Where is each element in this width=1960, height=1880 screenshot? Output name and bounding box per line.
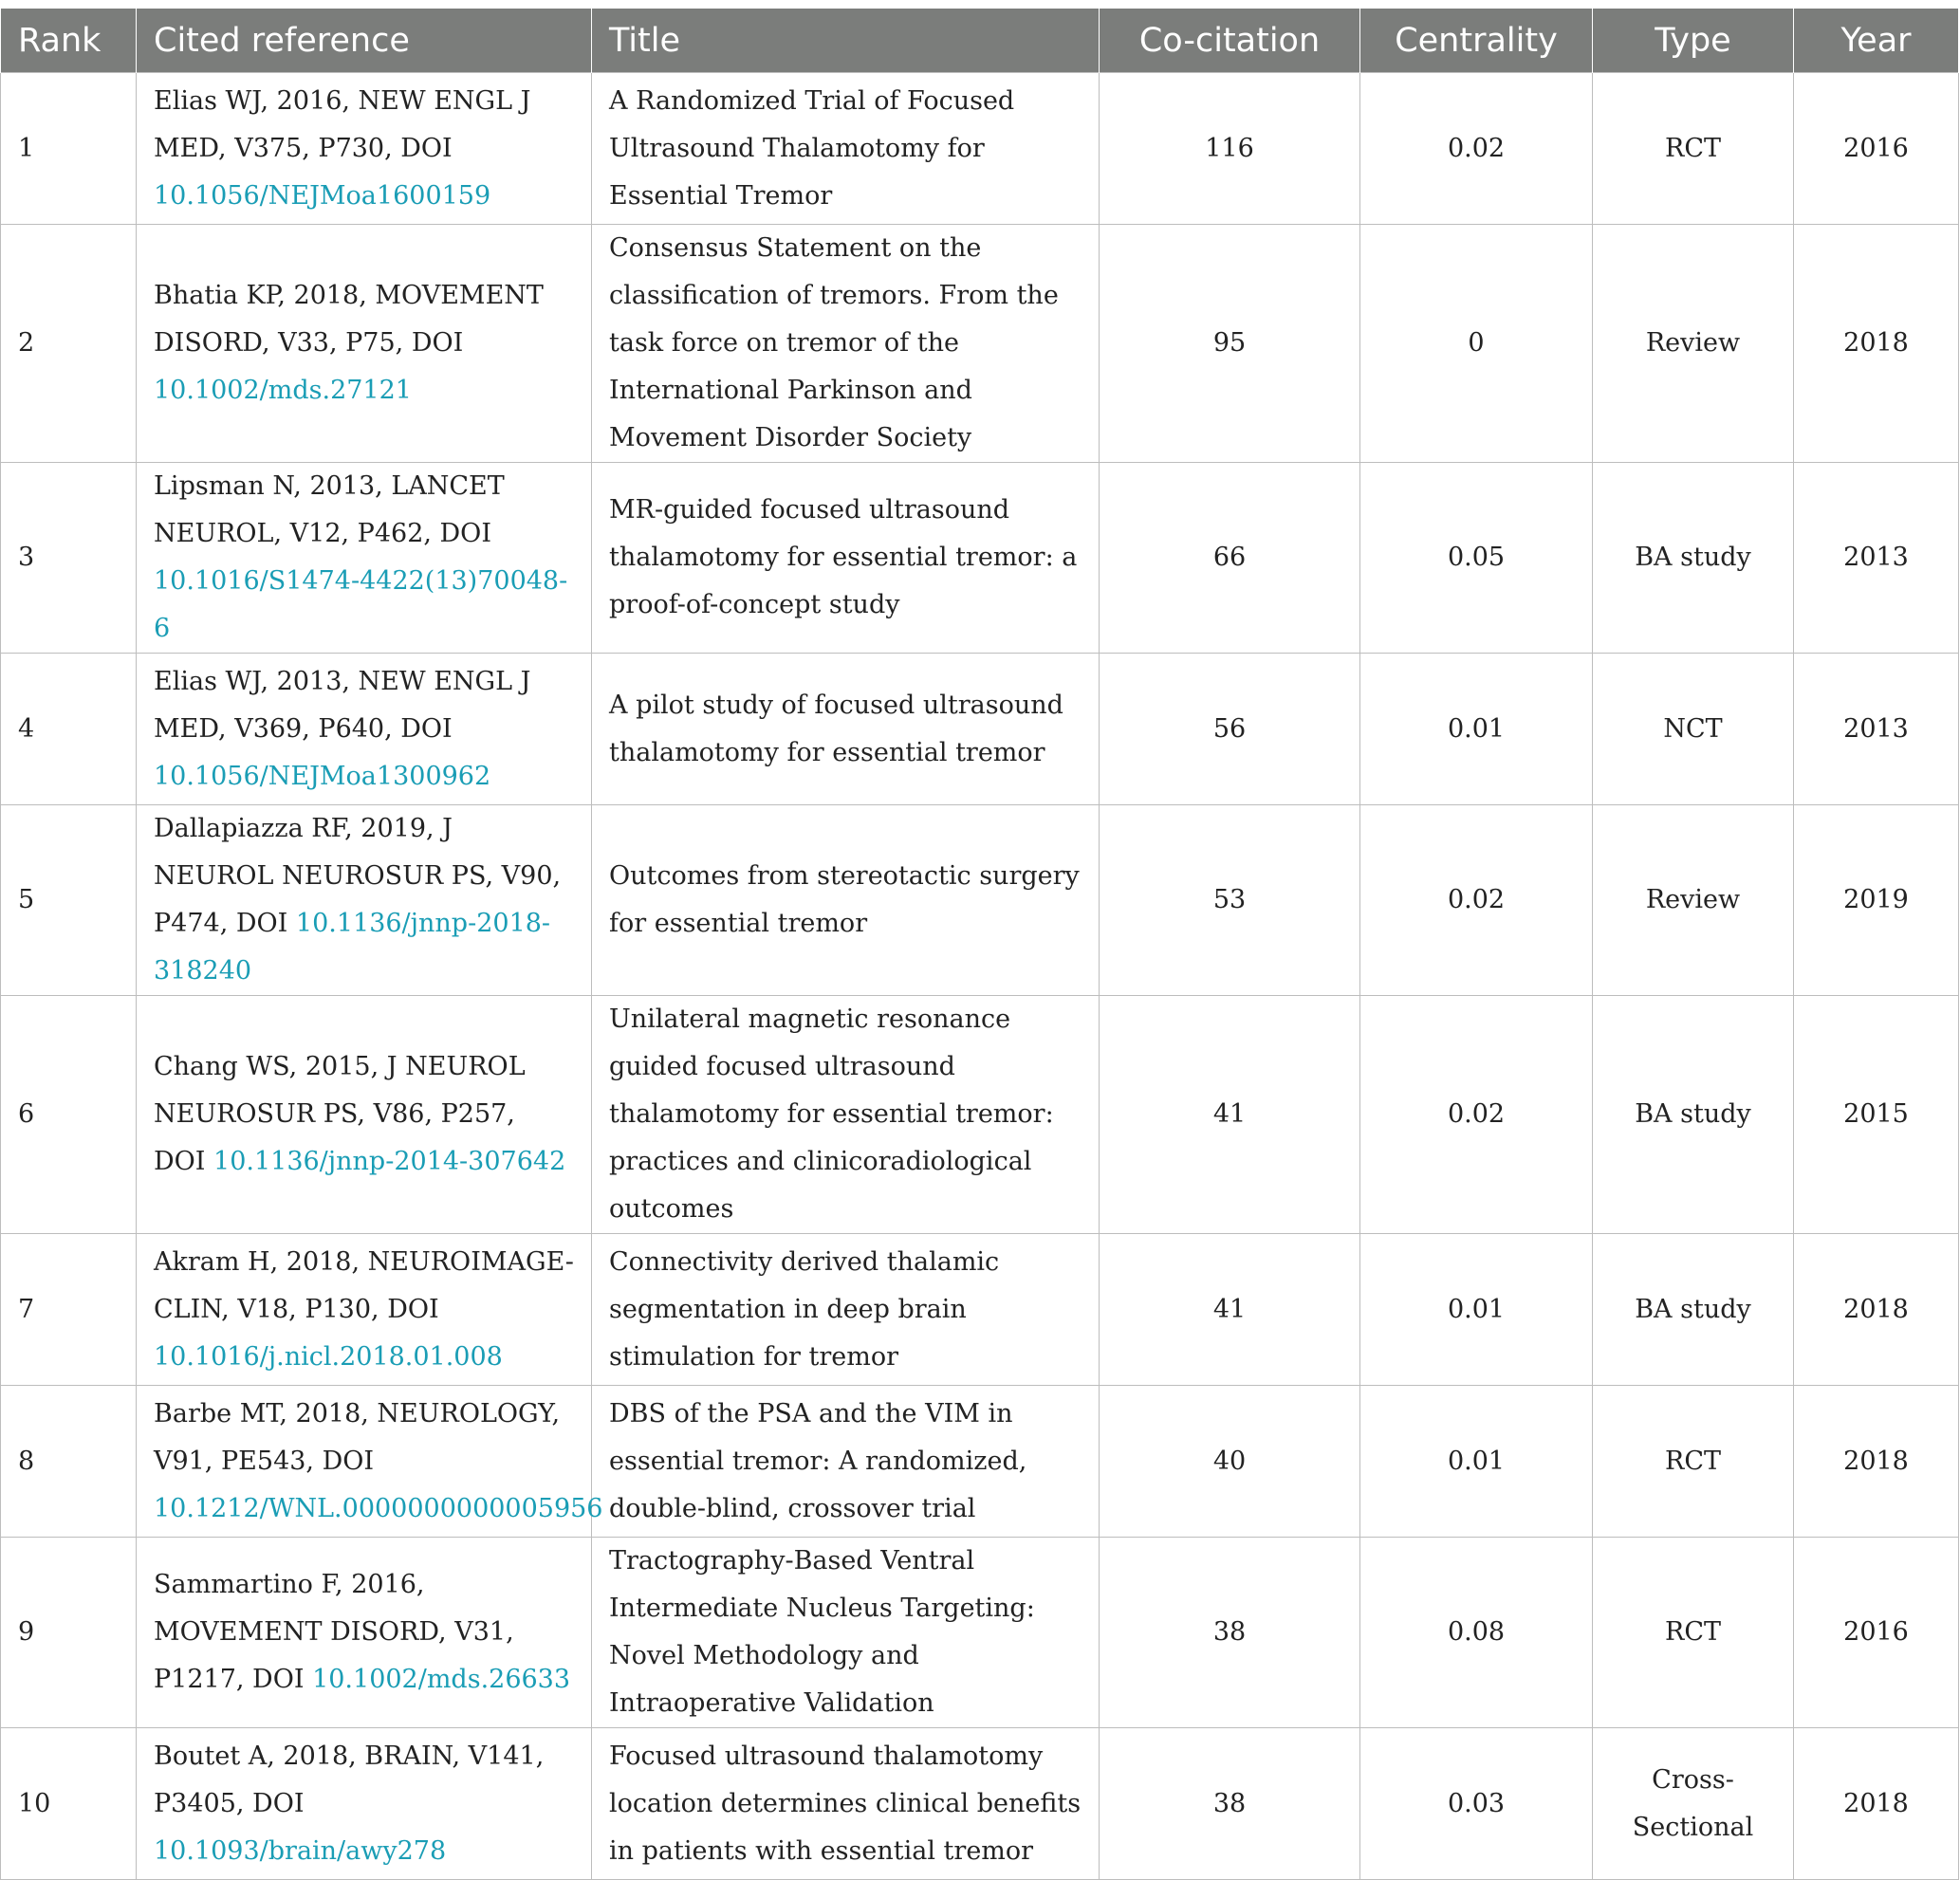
table-row bbox=[1, 73, 1959, 225]
header-year: Year bbox=[1794, 9, 1959, 73]
table-header bbox=[1, 9, 1959, 73]
cell-title: Tractography-Based Ventral Intermediate Nucleus Targeting: Novel Methodology and Intraoperative Validation bbox=[592, 1538, 1100, 1728]
doi-link[interactable]: 10.1212/WNL.0000000000005956 bbox=[154, 1493, 603, 1523]
cited-references-table bbox=[0, 9, 1959, 1880]
cell-cited-reference bbox=[137, 1538, 592, 1728]
reference-text: Elias WJ, 2013, NEW ENGL J MED, V369, P640, DOI bbox=[154, 666, 531, 744]
header-rank: Rank bbox=[1, 9, 137, 73]
reference-text: Barbe MT, 2018, NEUROLOGY, V91, PE543, DOI bbox=[154, 1398, 561, 1476]
cell-rank: 10 bbox=[1, 1728, 137, 1880]
header-cited-reference: Cited reference bbox=[137, 9, 592, 73]
cell-type: NCT bbox=[1593, 654, 1794, 805]
table-row bbox=[1, 1234, 1959, 1386]
cell-rank: 6 bbox=[1, 996, 137, 1234]
cell-year: 2019 bbox=[1794, 805, 1959, 996]
cell-cited-reference bbox=[137, 805, 592, 996]
cell-centrality: 0.03 bbox=[1360, 1728, 1593, 1880]
cell-rank: 3 bbox=[1, 463, 137, 654]
cell-year: 2018 bbox=[1794, 1386, 1959, 1538]
doi-link[interactable]: 10.1136/jnnp-2018-318240 bbox=[154, 909, 551, 986]
cell-type: RCT bbox=[1593, 73, 1794, 225]
cell-title: MR-guided focused ultrasound thalamotomy for essential tremor: a proof-of-concept study bbox=[592, 463, 1100, 654]
cell-title: DBS of the PSA and the VIM in essential tremor: A randomized, double-blind, crossover trial bbox=[592, 1386, 1100, 1538]
cell-title: Consensus Statement on the classification of tremors. From the task force on tremor of the International Parkinson and Movement Disorder Society bbox=[592, 225, 1100, 463]
cell-title: A Randomized Trial of Focused Ultrasound Thalamotomy for Essential Tremor bbox=[592, 73, 1100, 225]
reference-text: Lipsman N, 2013, LANCET NEUROL, V12, P462, DOI bbox=[154, 471, 505, 548]
cell-cited-reference bbox=[137, 654, 592, 805]
cell-type: RCT bbox=[1593, 1538, 1794, 1728]
header-co-citation: Co-citation bbox=[1100, 9, 1360, 73]
doi-link[interactable]: 10.1093/brain/awy278 bbox=[154, 1835, 447, 1866]
cell-cited-reference bbox=[137, 1386, 603, 1538]
doi-link[interactable]: 10.1136/jnnp-2014-307642 bbox=[213, 1147, 566, 1176]
cell-rank: 2 bbox=[1, 225, 137, 463]
table-row bbox=[1, 805, 1959, 996]
cell-co-citation: 56 bbox=[1100, 654, 1360, 805]
cell-cited-reference bbox=[137, 463, 592, 654]
cell-title: Unilateral magnetic resonance guided focused ultrasound thalamotomy for essential tremor: practices and clinicoradiological outcomes bbox=[592, 996, 1100, 1234]
doi-link[interactable]: 10.1002/mds.27121 bbox=[154, 376, 412, 405]
doi-link[interactable]: 10.1016/j.nicl.2018.01.008 bbox=[154, 1341, 503, 1372]
cell-type: Review bbox=[1593, 225, 1794, 463]
cell-centrality: 0.01 bbox=[1360, 1234, 1593, 1386]
cell-rank: 4 bbox=[1, 654, 137, 805]
cell-co-citation: 66 bbox=[1100, 463, 1360, 654]
cell-type: BA study bbox=[1593, 1234, 1794, 1386]
cell-co-citation: 95 bbox=[1100, 225, 1360, 463]
cell-centrality: 0.02 bbox=[1360, 805, 1593, 996]
reference-text: Boutet A, 2018, BRAIN, V141, P3405, DOI bbox=[154, 1741, 545, 1818]
cell-year: 2013 bbox=[1794, 654, 1959, 805]
cell-title: Connectivity derived thalamic segmentation in deep brain stimulation for tremor bbox=[592, 1234, 1100, 1386]
reference-text: Bhatia KP, 2018, MOVEMENT DISORD, V33, P75, DOI bbox=[154, 281, 544, 358]
table-row bbox=[1, 1728, 1959, 1880]
cell-centrality: 0 bbox=[1360, 225, 1593, 463]
cell-type: Review bbox=[1593, 805, 1794, 996]
table-row bbox=[1, 996, 1959, 1234]
cell-title: Outcomes from stereotactic surgery for essential tremor bbox=[592, 805, 1100, 996]
cell-co-citation: 41 bbox=[1100, 996, 1360, 1234]
table-row bbox=[1, 1386, 1959, 1538]
table-row bbox=[1, 1538, 1959, 1728]
cell-centrality: 0.08 bbox=[1360, 1538, 1593, 1728]
doi-link[interactable]: 10.1016/S1474-4422(13)70048-6 bbox=[154, 566, 568, 643]
cell-rank: 1 bbox=[1, 73, 137, 225]
cell-year: 2016 bbox=[1794, 73, 1959, 225]
cell-rank: 7 bbox=[1, 1234, 137, 1386]
reference-text: Elias WJ, 2016, NEW ENGL J MED, V375, P730, DOI bbox=[154, 85, 531, 163]
citation-table-container bbox=[0, 9, 1958, 1880]
cell-year: 2018 bbox=[1794, 1728, 1959, 1880]
cell-co-citation: 53 bbox=[1100, 805, 1360, 996]
cell-co-citation: 41 bbox=[1100, 1234, 1360, 1386]
cell-centrality: 0.05 bbox=[1360, 463, 1593, 654]
cell-title: Focused ultrasound thalamotomy location determines clinical benefits in patients with essential tremor bbox=[592, 1728, 1100, 1880]
header-row bbox=[1, 9, 1959, 73]
table-body bbox=[1, 73, 1959, 1880]
header-centrality: Centrality bbox=[1360, 9, 1593, 73]
cell-cited-reference bbox=[137, 225, 592, 463]
table-row bbox=[1, 463, 1959, 654]
table-row bbox=[1, 654, 1959, 805]
cell-type: BA study bbox=[1593, 463, 1794, 654]
table-row bbox=[1, 225, 1959, 463]
cell-cited-reference bbox=[137, 996, 592, 1234]
doi-link[interactable]: 10.1056/NEJMoa1300962 bbox=[154, 761, 491, 791]
cell-centrality: 0.02 bbox=[1360, 73, 1593, 225]
cell-centrality: 0.02 bbox=[1360, 996, 1593, 1234]
cell-co-citation: 38 bbox=[1100, 1538, 1360, 1728]
cell-co-citation: 38 bbox=[1100, 1728, 1360, 1880]
cell-cited-reference bbox=[137, 1234, 592, 1386]
cell-co-citation: 40 bbox=[1100, 1386, 1360, 1538]
cell-type: BA study bbox=[1593, 996, 1794, 1234]
doi-link[interactable]: 10.1002/mds.26633 bbox=[312, 1665, 571, 1694]
cell-year: 2015 bbox=[1794, 996, 1959, 1234]
cell-year: 2013 bbox=[1794, 463, 1959, 654]
cell-year: 2018 bbox=[1794, 1234, 1959, 1386]
cell-year: 2016 bbox=[1794, 1538, 1959, 1728]
reference-text: Chang WS, 2015, J NEUROL NEUROSUR PS, V86, P257, DOI bbox=[154, 1052, 526, 1176]
reference-text: Dallapiazza RF, 2019, J NEUROL NEUROSUR PS, V90, P474, DOI bbox=[154, 814, 562, 938]
cell-cited-reference bbox=[137, 73, 592, 225]
cell-cited-reference bbox=[137, 1728, 592, 1880]
cell-year: 2018 bbox=[1794, 225, 1959, 463]
cell-rank: 8 bbox=[1, 1386, 137, 1538]
cell-type: RCT bbox=[1593, 1386, 1794, 1538]
cell-title: A pilot study of focused ultrasound thalamotomy for essential tremor bbox=[592, 654, 1100, 805]
cell-co-citation: 116 bbox=[1100, 73, 1360, 225]
header-title: Title bbox=[592, 9, 1100, 73]
cell-centrality: 0.01 bbox=[1360, 654, 1593, 805]
cell-rank: 9 bbox=[1, 1538, 137, 1728]
doi-link[interactable]: 10.1056/NEJMoa1600159 bbox=[154, 180, 491, 211]
header-type: Type bbox=[1593, 9, 1794, 73]
cell-type: Cross-Sectional bbox=[1593, 1728, 1794, 1880]
reference-text: Akram H, 2018, NEUROIMAGE-CLIN, V18, P130, DOI bbox=[154, 1246, 574, 1324]
reference-text: Sammartino F, 2016, MOVEMENT DISORD, V31, P1217, DOI bbox=[154, 1570, 514, 1694]
cell-centrality: 0.01 bbox=[1360, 1386, 1593, 1538]
cell-rank: 5 bbox=[1, 805, 137, 996]
